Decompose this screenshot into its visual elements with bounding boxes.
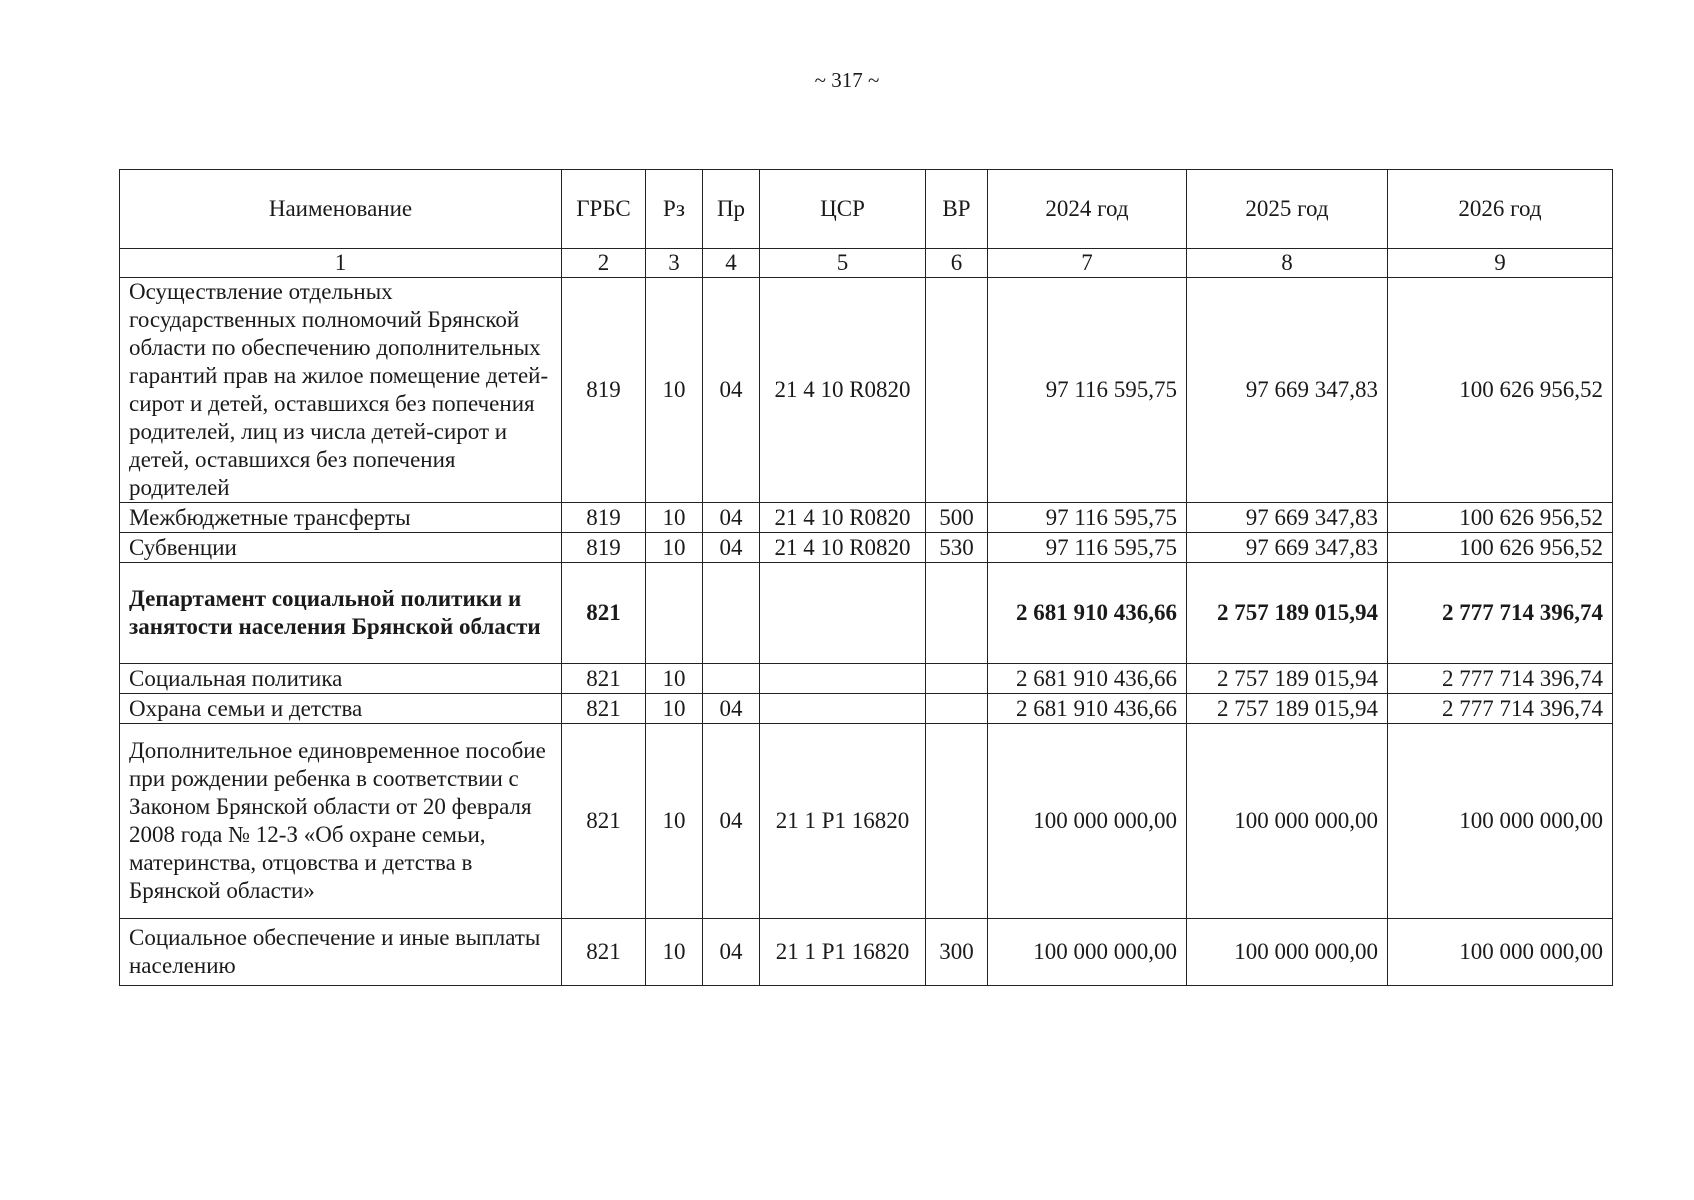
- row-csr: 21 4 10 R0820: [760, 278, 926, 503]
- row-2024: 97 116 595,75: [988, 278, 1187, 503]
- row-2026: 100 626 956,52: [1388, 503, 1613, 533]
- row-name: Субвенции: [120, 533, 562, 563]
- row-rz: 10: [646, 919, 703, 986]
- column-number: 7: [988, 249, 1187, 278]
- row-grbs: 821: [562, 694, 646, 724]
- row-grbs: 819: [562, 533, 646, 563]
- row-vr: [926, 664, 988, 694]
- table-row: [120, 503, 1613, 533]
- row-2025: 2 757 189 015,94: [1187, 563, 1388, 664]
- row-pr: 04: [703, 724, 760, 919]
- row-grbs: 821: [562, 724, 646, 919]
- row-csr: [760, 664, 926, 694]
- row-rz: 10: [646, 664, 703, 694]
- column-number: 4: [703, 249, 760, 278]
- row-csr: 21 4 10 R0820: [760, 503, 926, 533]
- row-name: Департамент социальной политики и занятости населения Брянской области: [120, 563, 562, 664]
- column-number: 3: [646, 249, 703, 278]
- row-2025: 97 669 347,83: [1187, 278, 1388, 503]
- row-name: Межбюджетные трансферты: [120, 503, 562, 533]
- row-csr: [760, 694, 926, 724]
- row-name: Социальное обеспечение и иные выплаты населению: [120, 919, 562, 986]
- row-2025: 2 757 189 015,94: [1187, 694, 1388, 724]
- column-number: 1: [120, 249, 562, 278]
- row-name: Осуществление отдельных государственных полномочий Брянской области по обеспечению дополнительных гарантий прав на жилое помещение детей-сирот и детей, оставшихся без попечения родителей, лиц из числа детей-сирот и детей, оставшихся без попечения родителей: [120, 278, 562, 503]
- row-name: Охрана семьи и детства: [120, 694, 562, 724]
- row-2026: 100 000 000,00: [1388, 724, 1613, 919]
- row-name: Дополнительное единовременное пособие при рождении ребенка в соответствии с Законом Брянской области от 20 февраля 2008 года № 12-З «Об охране семьи, материнства, отцовства и детства в Брянской области»: [120, 724, 562, 919]
- column-number: 6: [926, 249, 988, 278]
- row-2024: 100 000 000,00: [988, 724, 1187, 919]
- row-2024: 2 681 910 436,66: [988, 563, 1187, 664]
- row-2026: 100 000 000,00: [1388, 919, 1613, 986]
- row-pr: [703, 563, 760, 664]
- row-csr: 21 1 P1 16820: [760, 919, 926, 986]
- row-grbs: 821: [562, 563, 646, 664]
- header-name: Наименование: [120, 170, 562, 249]
- row-rz: 10: [646, 278, 703, 503]
- row-pr: 04: [703, 919, 760, 986]
- row-2024: 97 116 595,75: [988, 503, 1187, 533]
- column-number: 8: [1187, 249, 1388, 278]
- row-grbs: 819: [562, 278, 646, 503]
- page-number: ~ 317 ~: [814, 68, 880, 92]
- row-2026: 100 626 956,52: [1388, 533, 1613, 563]
- row-vr: 530: [926, 533, 988, 563]
- budget-table: [119, 169, 1613, 986]
- header-grbs: ГРБС: [562, 170, 646, 249]
- header-2026: 2026 год: [1388, 170, 1613, 249]
- row-pr: 04: [703, 533, 760, 563]
- row-pr: [703, 664, 760, 694]
- table-row: [120, 919, 1613, 986]
- row-csr: 21 1 P1 16820: [760, 724, 926, 919]
- header-2024: 2024 год: [988, 170, 1187, 249]
- header-row: [120, 170, 1613, 249]
- row-2026: 2 777 714 396,74: [1388, 563, 1613, 664]
- row-2025: 2 757 189 015,94: [1187, 664, 1388, 694]
- row-csr: 21 4 10 R0820: [760, 533, 926, 563]
- row-vr: 300: [926, 919, 988, 986]
- row-2024: 100 000 000,00: [988, 919, 1187, 986]
- row-2026: 2 777 714 396,74: [1388, 694, 1613, 724]
- row-vr: 500: [926, 503, 988, 533]
- row-2025: 100 000 000,00: [1187, 919, 1388, 986]
- header-2025: 2025 год: [1187, 170, 1388, 249]
- row-pr: 04: [703, 278, 760, 503]
- row-vr: [926, 724, 988, 919]
- table-row: [120, 533, 1613, 563]
- row-pr: 04: [703, 694, 760, 724]
- row-2026: 100 626 956,52: [1388, 278, 1613, 503]
- row-2024: 2 681 910 436,66: [988, 694, 1187, 724]
- row-2025: 100 000 000,00: [1187, 724, 1388, 919]
- row-vr: [926, 278, 988, 503]
- header-csr: ЦСР: [760, 170, 926, 249]
- column-number: 2: [562, 249, 646, 278]
- row-2025: 97 669 347,83: [1187, 503, 1388, 533]
- table-row: [120, 724, 1613, 919]
- row-csr: [760, 563, 926, 664]
- row-2024: 97 116 595,75: [988, 533, 1187, 563]
- header-vr: ВР: [926, 170, 988, 249]
- row-rz: 10: [646, 533, 703, 563]
- row-pr: 04: [703, 503, 760, 533]
- table-row: [120, 563, 1613, 664]
- column-number: 5: [760, 249, 926, 278]
- column-number: 9: [1388, 249, 1613, 278]
- table-row: [120, 694, 1613, 724]
- row-2026: 2 777 714 396,74: [1388, 664, 1613, 694]
- table-row: [120, 664, 1613, 694]
- row-grbs: 821: [562, 919, 646, 986]
- row-rz: 10: [646, 724, 703, 919]
- row-grbs: 821: [562, 664, 646, 694]
- column-number-row: [120, 249, 1613, 278]
- row-vr: [926, 694, 988, 724]
- header-rz: Рз: [646, 170, 703, 249]
- header-pr: Пр: [703, 170, 760, 249]
- row-rz: 10: [646, 694, 703, 724]
- row-name: Социальная политика: [120, 664, 562, 694]
- row-2025: 97 669 347,83: [1187, 533, 1388, 563]
- table-row: [120, 278, 1613, 503]
- row-grbs: 819: [562, 503, 646, 533]
- row-rz: [646, 563, 703, 664]
- row-rz: 10: [646, 503, 703, 533]
- row-vr: [926, 563, 988, 664]
- row-2024: 2 681 910 436,66: [988, 664, 1187, 694]
